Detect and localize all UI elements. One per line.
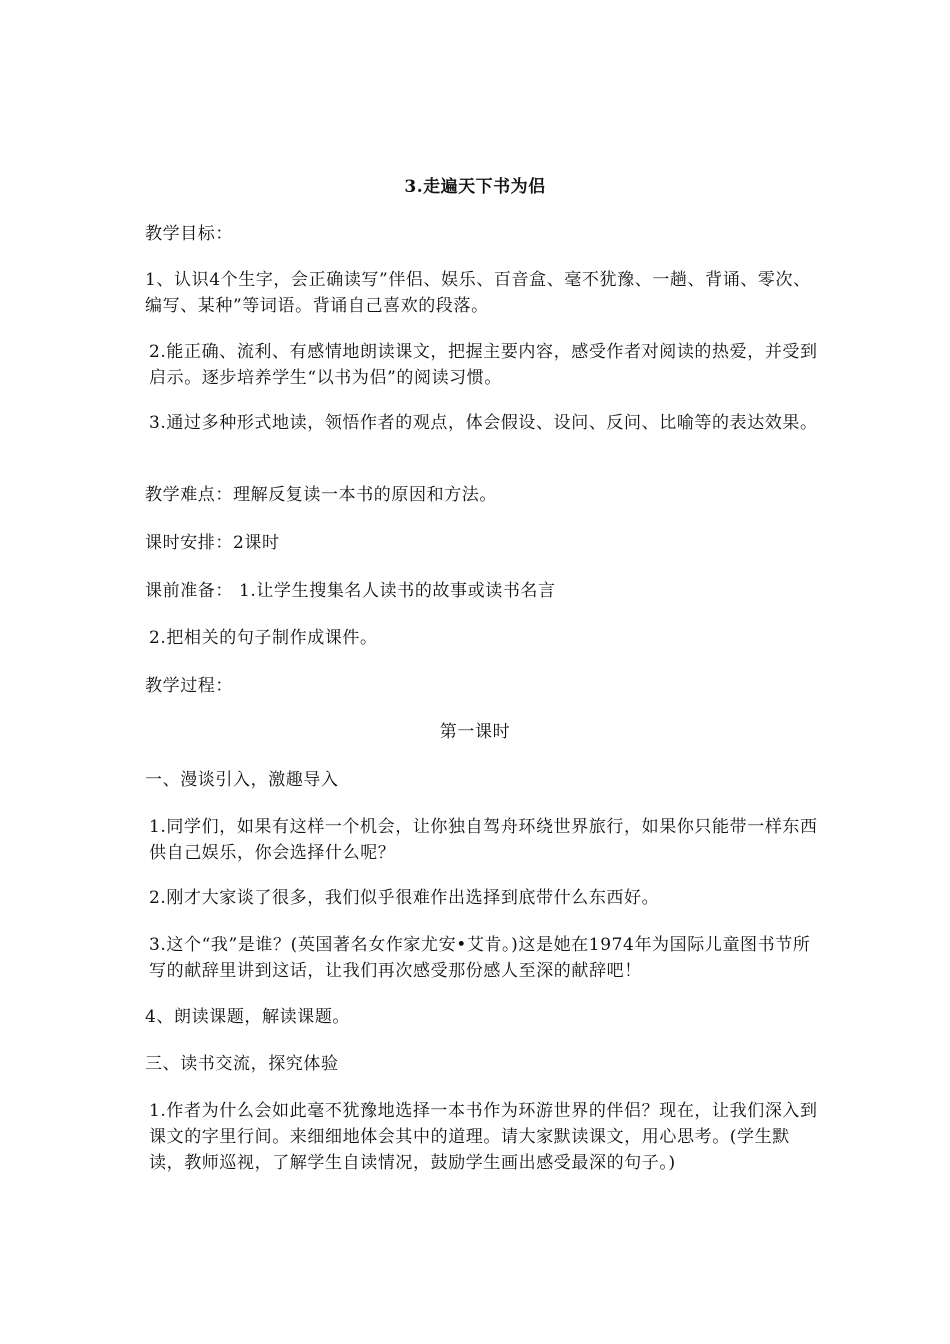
teaching-goals-heading: 教学目标： xyxy=(145,224,233,244)
section-3-heading: 三、读书交流，探究体验 xyxy=(145,1054,339,1074)
section-1-heading: 一、漫谈引入，激趣导入 xyxy=(145,770,339,790)
document-title: 3.走遍天下书为侣 xyxy=(404,177,546,197)
step-4: 4、朗读课题，解读课题。 xyxy=(145,1007,351,1027)
step-2: 2.刚才大家谈了很多，我们似乎很难作出选择到底带什么东西好。 xyxy=(149,888,660,908)
preparation-2: 2.把相关的句子制作成课件。 xyxy=(149,628,378,648)
step-5: 1.作者为什么会如此毫不犹豫地选择一本书作为环游世界的伴侣？现在，让我们深入到课文的字里行间。来细细地体会其中的道理。请大家默读课文，用心思考。(学生默读，教师巡视，了解学生自读情况，鼓励学生画出感受最深的句子。) xyxy=(149,1101,818,1173)
goal-3: 3.通过多种形式地读，领悟作者的观点，体会假设、设问、反问、比喻等的表达效果。 xyxy=(149,413,818,433)
process-heading: 教学过程： xyxy=(145,676,233,696)
lesson-schedule: 课时安排：2课时 xyxy=(145,533,280,553)
step-1: 1.同学们，如果有这样一个机会，让你独自驾舟环绕世界旅行，如果你只能带一样东西供自己娱乐，你会选择什么呢？ xyxy=(149,817,818,863)
step-3: 3.这个“我”是谁？(英国著名女作家尤安•艾肯。)这是她在1974年为国际儿童图书节所写的献辞里讲到这话，让我们再次感受那份感人至深的献辞吧！ xyxy=(149,935,811,981)
preparation-1: 课前准备： 1.让学生搜集名人读书的故事或读书名言 xyxy=(145,581,556,601)
goal-1: 1、认识4个生字，会正确读写”伴侣、娱乐、百音盒、毫不犹豫、一趟、背诵、零次、编写、某种”等词语。背诵自己喜欢的段落。 xyxy=(145,270,811,316)
lesson-heading: 第一课时 xyxy=(439,722,511,742)
goal-2: 2.能正确、流利、有感情地朗读课文，把握主要内容，感受作者对阅读的热爱，并受到启示。逐步培养学生“以书为侣”的阅读习惯。 xyxy=(149,342,818,388)
teaching-difficulty: 教学难点：理解反复读一本书的原因和方法。 xyxy=(145,485,497,505)
